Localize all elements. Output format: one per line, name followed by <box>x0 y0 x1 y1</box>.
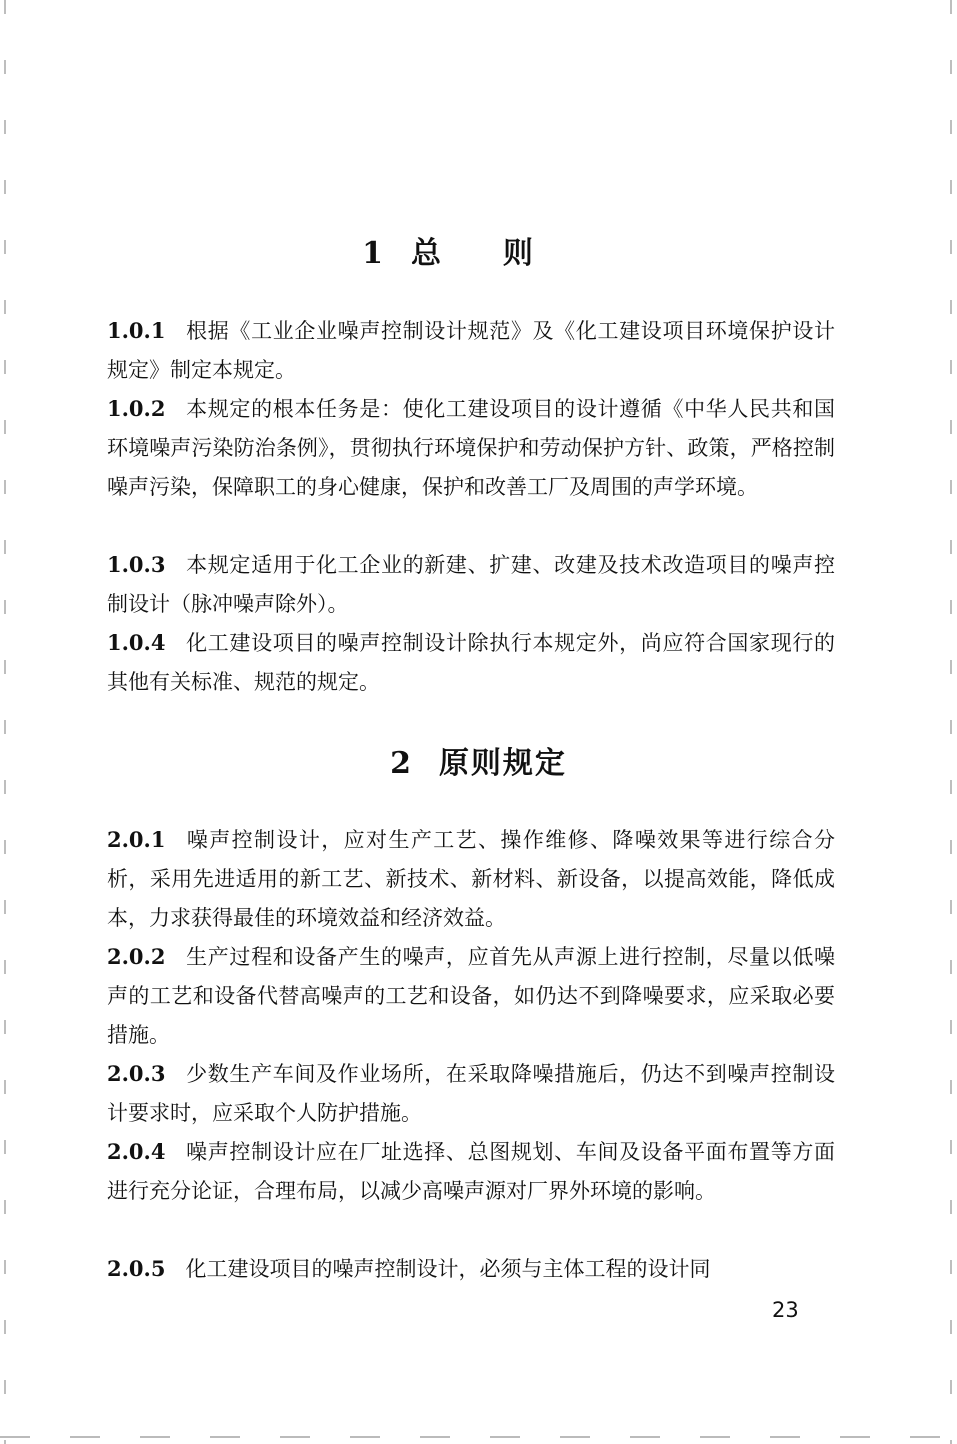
clause-number: 2.0.5 <box>107 1256 166 1281</box>
scan-edge-right <box>950 0 952 1444</box>
clause-number: 2.0.2 <box>107 944 166 969</box>
clause-1-0-1 <box>107 311 835 390</box>
clause-number: 2.0.3 <box>107 1061 166 1086</box>
chapter-1-heading <box>0 228 957 272</box>
clause-text: 根据《工业企业噪声控制设计规范》及《化工建设项目环境保护设计规定》制定本规定。 <box>107 319 835 382</box>
clause-2-0-1 <box>107 820 835 938</box>
scan-edge-left <box>4 0 6 1444</box>
chapter-2-number: 2 <box>390 746 413 781</box>
clause-1-0-2 <box>107 389 835 507</box>
clause-number: 1.0.1 <box>107 318 166 343</box>
scan-edge-bottom <box>0 1436 957 1438</box>
clause-text: 化工建设项目的噪声控制设计除执行本规定外，尚应符合国家现行的其他有关标准、规范的规定。 <box>107 631 835 694</box>
clause-1-0-4 <box>107 623 835 702</box>
clause-text: 化工建设项目的噪声控制设计，必须与主体工程的设计同 <box>185 1257 711 1281</box>
clause-number: 2.0.4 <box>107 1139 166 1164</box>
clause-2-0-3 <box>107 1054 835 1133</box>
chapter-2-heading <box>0 738 957 782</box>
clause-2-0-4 <box>107 1132 835 1211</box>
clause-2-0-5 <box>107 1249 835 1289</box>
chapter-1-number: 1 <box>362 236 385 271</box>
clause-text: 少数生产车间及作业场所，在采取降噪措施后，仍达不到噪声控制设计要求时，应采取个人防护措施。 <box>107 1062 835 1125</box>
clause-number: 2.0.1 <box>107 827 166 852</box>
clause-2-0-2 <box>107 937 835 1055</box>
clause-text: 本规定适用于化工企业的新建、扩建、改建及技术改造项目的噪声控制设计（脉冲噪声除外）。 <box>107 553 835 616</box>
clause-text: 生产过程和设备产生的噪声，应首先从声源上进行控制，尽量以低噪声的工艺和设备代替高噪声的工艺和设备，如仍达不到降噪要求，应采取必要措施。 <box>107 945 835 1047</box>
clause-number: 1.0.2 <box>107 396 166 421</box>
clause-number: 1.0.4 <box>107 630 166 655</box>
chapter-1-title: 总则 <box>410 236 595 271</box>
clause-text: 本规定的根本任务是：使化工建设项目的设计遵循《中华人民共和国环境噪声污染防治条例》，贯彻执行环境保护和劳动保护方针、政策，严格控制噪声污染，保障职工的身心健康，保护和改善工厂及周围的声学环境。 <box>107 397 835 499</box>
page-number: 23 <box>772 1298 799 1322</box>
clause-text: 噪声控制设计应在厂址选择、总图规划、车间及设备平面布置等方面进行充分论证，合理布局，以减少高噪声源对厂界外环境的影响。 <box>107 1140 835 1203</box>
clause-1-0-3 <box>107 545 835 624</box>
clause-number: 1.0.3 <box>107 552 166 577</box>
clause-text: 噪声控制设计，应对生产工艺、操作维修、降噪效果等进行综合分析，采用先进适用的新工艺、新技术、新材料、新设备，以提高效能，降低成本，力求获得最佳的环境效益和经济效益。 <box>107 828 835 930</box>
chapter-2-title: 原则规定 <box>438 746 567 781</box>
